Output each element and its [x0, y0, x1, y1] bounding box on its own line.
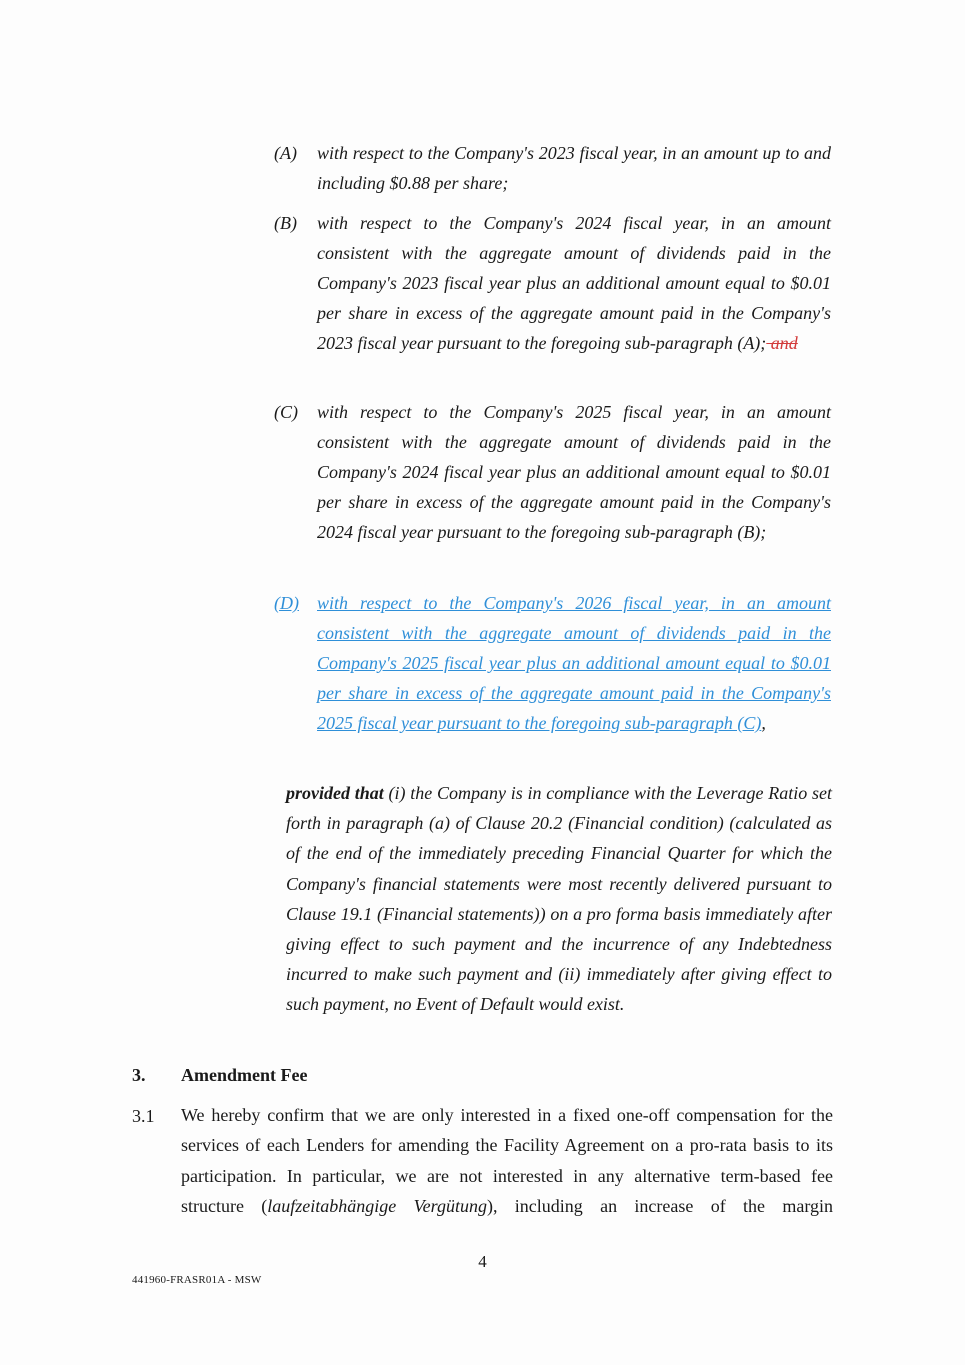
paragraph-c-body: with respect to the Company's 2025 fiscal year, in an amount consistent with the aggregate amount of dividends paid in the Company's 2024 fiscal year plus an additional amount equal to $0.01 per share in excess of the aggregate amount paid in the Company's 2024 fiscal year pursuant to the foregoing sub-paragraph (B); — [317, 402, 831, 542]
paragraph-a-body: with respect to the Company's 2023 fiscal year, in an amount up to and including $0.88 per share; — [317, 143, 831, 193]
proviso-text: (i) the Company is in compliance with the Leverage Ratio set forth in paragraph (a) of Clause 20.2 (Financial condition) (calculated as of the end of the immediately preceding Financial Quarter for which the Company's financial statements were most recently delivered pursuant to Clause 19.1 (Financial statements)) on a pro forma basis immediately after giving effect to such payment and the incurrence of any Indebtedness incurred to make such payment and (ii) immediately after giving effect to such payment, no Event of Default would exist. — [286, 783, 832, 1015]
paragraph-d-trailing: , — [761, 713, 766, 733]
clause-text-before: We hereby confirm that we are only interested in a fixed one-off compensation for the services of each Lenders for amending the Facility Agreement on a pro-rata basis to its participation. In particular, we are not interested in any alternative term-based fee structure ( — [181, 1105, 833, 1217]
proviso-paragraph — [286, 778, 832, 1020]
clause-text-after: ), including an increase of the margin — [486, 1196, 833, 1217]
clause-number: 3.1 — [132, 1106, 155, 1126]
section-title: Amendment Fee — [181, 1065, 308, 1085]
paragraph-b-body: with respect to the Company's 2024 fiscal year, in an amount consistent with the aggregate amount of dividends paid in the Company's 2023 fiscal year plus an additional amount equal to $0.01 per share in excess of the aggregate amount paid in the Company's 2023 fiscal year pursuant to the foregoing sub-paragraph (A); — [317, 213, 831, 353]
paragraph-b-label: (B) — [274, 213, 297, 233]
paragraph-b-text — [317, 208, 831, 358]
page-number: 4 — [478, 1252, 487, 1271]
proviso-lead: provided that — [286, 783, 384, 803]
paragraph-c-text — [317, 397, 831, 547]
paragraph-c-label: (C) — [274, 402, 298, 422]
paragraph-a-label: (A) — [274, 143, 297, 163]
clause-text — [181, 1100, 833, 1222]
paragraph-d-text — [317, 588, 831, 738]
clause-text-italic: laufzeitabhängige Vergütung — [267, 1196, 487, 1217]
deleted-text-and: and — [766, 333, 798, 353]
paragraph-d-label: (D) — [274, 593, 299, 613]
paragraph-a-text — [317, 138, 831, 198]
paragraph-d-body: with respect to the Company's 2026 fiscal year, in an amount consistent with the aggregate amount of dividends paid in the Company's 2025 fiscal year plus an additional amount equal to $0.01 per share in excess of the aggregate amount paid in the Company's 2025 fiscal year pursuant to the foregoing sub-paragraph (C) — [317, 593, 831, 733]
document-reference: 441960-FRASR01A - MSW — [132, 1274, 262, 1286]
section-number: 3. — [132, 1065, 146, 1085]
